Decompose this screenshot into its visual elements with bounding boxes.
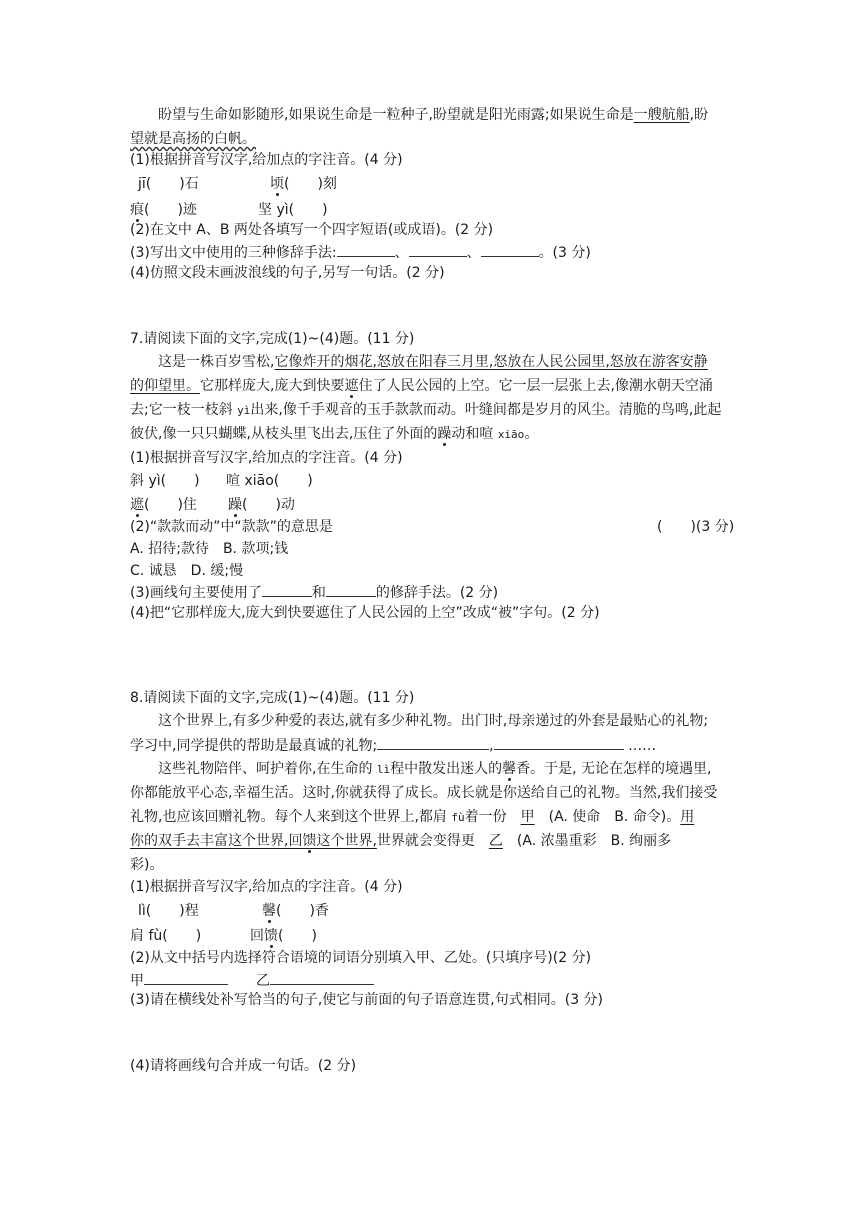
s6-q1: (1)根据拼音写汉字,给加点的字注音。(4 分): [130, 152, 403, 168]
s7-r1b: 喧 xiāo( ): [226, 473, 313, 489]
s7-title: 7.请阅读下面的文字,完成(1)~(4)题。(11 分): [130, 331, 415, 347]
s7-q3: (3)画线句主要使用了 和 的修辞手法。(2 分): [130, 582, 498, 603]
s8-r1a: lì( )程: [138, 903, 199, 919]
s6-r1a: jī( )石: [138, 176, 199, 192]
s8-line1: 这个世界上,有多少种爱的表达,就有多少种礼物。出门时,母亲递过的外套是最贴心的礼物;: [158, 713, 709, 729]
s7-opt-ab: A. 招待;款待 B. 款项;钱: [130, 541, 289, 557]
s8-line3: 这些礼物陪伴、呵护着你,在生命的 lì程中散发出迷人的馨香。于是, 无论在怎样的境遇里,: [158, 761, 712, 777]
s7-line3: 去;它一枝一枝斜 yì出来,像千手观音的玉手款款而动。叶缝间都是岁月的风尘。清脆的鸟鸣,此起: [130, 402, 722, 418]
s8-r2a: 肩 fù( ): [130, 928, 202, 944]
s6-r2b: 坚 yì( ): [258, 202, 328, 218]
s8-line7: 彩)。: [130, 857, 164, 873]
s8-line2: 学习中,同学提供的帮助是最真诚的礼物; , ……: [130, 735, 656, 756]
s8-q1: (1)根据拼音写汉字,给加点的字注音。(4 分): [130, 879, 403, 895]
s8-q4: (4)请将画线句合并成一句话。(2 分): [130, 1058, 357, 1074]
s7-q1: (1)根据拼音写汉字,给加点的字注音。(4 分): [130, 450, 403, 466]
s8-q3: (3)请在横线处补写恰当的句子,使它与前面的句子语意连贯,句式相同。(3 分): [130, 992, 604, 1008]
s8-line5: 礼物,也应该回赠礼物。每个人来到这个世界上,都肩 fù着一份 甲 (A. 使命 B. 命令)。用: [130, 809, 695, 825]
s8-title: 8.请阅读下面的文字,完成(1)~(4)题。(11 分): [130, 690, 415, 706]
s6-para-line1: 盼望与生命如影随形,如果说生命是一粒种子,盼望就是阳光雨露;如果说生命是一艘航船,盼: [158, 107, 709, 123]
s7-q2-answer: ( )(3 分): [657, 519, 735, 535]
s7-line4: 彼伏,像一只只蝴蝶,从枝头里飞出去,压住了外面的躁动和喧 xiāo。: [130, 426, 539, 442]
s6-para-line2: 望就是高扬的白帆。: [130, 131, 256, 147]
s8-r1b: 馨( )香: [262, 903, 329, 919]
s7-r2a: 遮( )住: [130, 497, 197, 513]
s8-line6: 你的双手去丰富这个世界,回馈这个世界,世界就会变得更 乙 (A. 浓墨重彩 B. 绚丽多: [130, 833, 672, 849]
s6-r2a: 痕( )迹: [130, 202, 197, 218]
s7-line1: 这是一株百岁雪松,它像炸开的烟花,怒放在阳春三月里,怒放在人民公园里,怒放在游客安静: [158, 354, 708, 370]
s7-r2b: 躁( )动: [228, 497, 295, 513]
s6-r1b: 顷( )刻: [270, 176, 337, 192]
s8-answer-line: 甲 乙: [130, 970, 374, 991]
s7-line2: 的仰望里。它那样庞大,庞大到快要遮住了人民公园的上空。它一层一层张上去,像潮水朝天空涌: [130, 378, 713, 394]
s7-opt-cd: C. 诚恳 D. 缓;慢: [130, 563, 244, 579]
s6-q4: (4)仿照文段末画波浪线的句子,另写一句话。(2 分): [130, 265, 445, 281]
s7-q2: (2)“款款而动”中“款款”的意思是: [130, 519, 333, 535]
s6-q3: (3)写出文中使用的三种修辞手法: 、 、 。(3 分): [130, 242, 591, 263]
s6-q2: (2)在文中 A、B 两处各填写一个四字短语(或成语)。(2 分): [130, 222, 494, 238]
s8-r2b: 回馈( ): [250, 928, 317, 944]
s8-line4: 你都能放平心态,幸福生活。这时,你就获得了成长。成长就是你送给自己的礼物。当然,我们接受: [130, 785, 718, 801]
s7-r1a: 斜 yì( ): [130, 473, 200, 489]
s7-q4: (4)把“它那样庞大,庞大到快要遮住了人民公园的上空”改成“被”字句。(2 分): [130, 605, 600, 621]
s8-q2: (2)从文中括号内选择符合语境的词语分别填入甲、乙处。(只填序号)(2 分): [130, 950, 592, 966]
